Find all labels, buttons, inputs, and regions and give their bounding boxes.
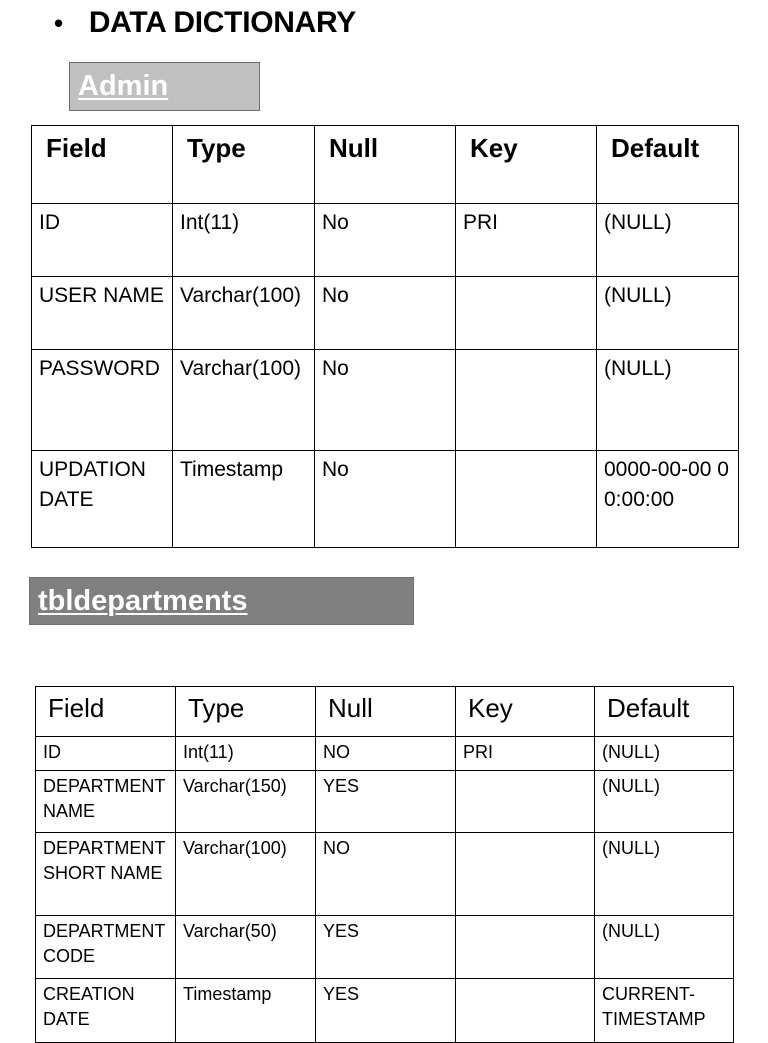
cell-default: (NULL) <box>595 916 734 979</box>
cell-null: YES <box>316 979 456 1043</box>
table-row <box>36 833 734 916</box>
cell-default: (NULL) <box>597 350 739 451</box>
cell-field: DEPARTMENT SHORT NAME <box>36 833 176 916</box>
dept-col-key: Key <box>456 687 595 737</box>
bullet: • <box>54 7 63 38</box>
cell-key <box>456 451 597 548</box>
cell-type: Varchar(100) <box>176 833 316 916</box>
admin-table <box>31 125 739 548</box>
admin-col-type: Type <box>173 126 315 204</box>
tbldepartments-table <box>35 686 734 1043</box>
cell-key <box>456 771 595 833</box>
cell-default: CURRENT-TIMESTAMP <box>595 979 734 1043</box>
tbldepartments-table-label: tbldepartments <box>29 577 414 625</box>
cell-type: Int(11) <box>176 737 316 771</box>
dept-col-default: Default <box>595 687 734 737</box>
cell-field: UPDATION DATE <box>32 451 173 548</box>
cell-default: (NULL) <box>597 204 739 277</box>
cell-field: ID <box>32 204 173 277</box>
cell-type: Timestamp <box>176 979 316 1043</box>
cell-null: YES <box>316 916 456 979</box>
table-row <box>36 737 734 771</box>
cell-type: Timestamp <box>173 451 315 548</box>
dept-col-type: Type <box>176 687 316 737</box>
cell-type: Varchar(100) <box>173 350 315 451</box>
cell-null: No <box>315 451 456 548</box>
cell-type: Varchar(150) <box>176 771 316 833</box>
cell-key <box>456 979 595 1043</box>
cell-null: No <box>315 277 456 350</box>
cell-null: NO <box>316 833 456 916</box>
cell-default: (NULL) <box>595 737 734 771</box>
cell-key <box>456 916 595 979</box>
cell-field: USER NAME <box>32 277 173 350</box>
cell-field: DEPARTMENT CODE <box>36 916 176 979</box>
table-row <box>32 204 739 277</box>
admin-table-label: Admin <box>69 62 260 111</box>
table-row <box>36 916 734 979</box>
admin-col-null: Null <box>315 126 456 204</box>
table-row <box>36 771 734 833</box>
table-row <box>32 451 739 548</box>
cell-null: No <box>315 204 456 277</box>
cell-field: DEPARTMENT NAME <box>36 771 176 833</box>
cell-type: Varchar(100) <box>173 277 315 350</box>
cell-key <box>456 350 597 451</box>
cell-null: YES <box>316 771 456 833</box>
admin-col-field: Field <box>32 126 173 204</box>
cell-default: (NULL) <box>595 771 734 833</box>
cell-default: 0000-00-00 00:00:00 <box>597 451 739 548</box>
cell-default: (NULL) <box>595 833 734 916</box>
cell-null: No <box>315 350 456 451</box>
cell-default: (NULL) <box>597 277 739 350</box>
cell-null: NO <box>316 737 456 771</box>
dept-col-null: Null <box>316 687 456 737</box>
cell-field: PASSWORD <box>32 350 173 451</box>
dept-col-field: Field <box>36 687 176 737</box>
cell-field: ID <box>36 737 176 771</box>
cell-type: Int(11) <box>173 204 315 277</box>
table-row <box>36 979 734 1043</box>
page-heading <box>54 6 356 40</box>
cell-key <box>456 833 595 916</box>
tbldepartments-header-row <box>36 687 734 737</box>
heading-text: DATA DICTIONARY <box>88 6 356 39</box>
table-row <box>32 277 739 350</box>
cell-key: PRI <box>456 737 595 771</box>
cell-key: PRI <box>456 204 597 277</box>
cell-type: Varchar(50) <box>176 916 316 979</box>
admin-col-default: Default <box>597 126 739 204</box>
admin-header-row <box>32 126 739 204</box>
admin-col-key: Key <box>456 126 597 204</box>
cell-key <box>456 277 597 350</box>
cell-field: CREATION DATE <box>36 979 176 1043</box>
table-row <box>32 350 739 451</box>
